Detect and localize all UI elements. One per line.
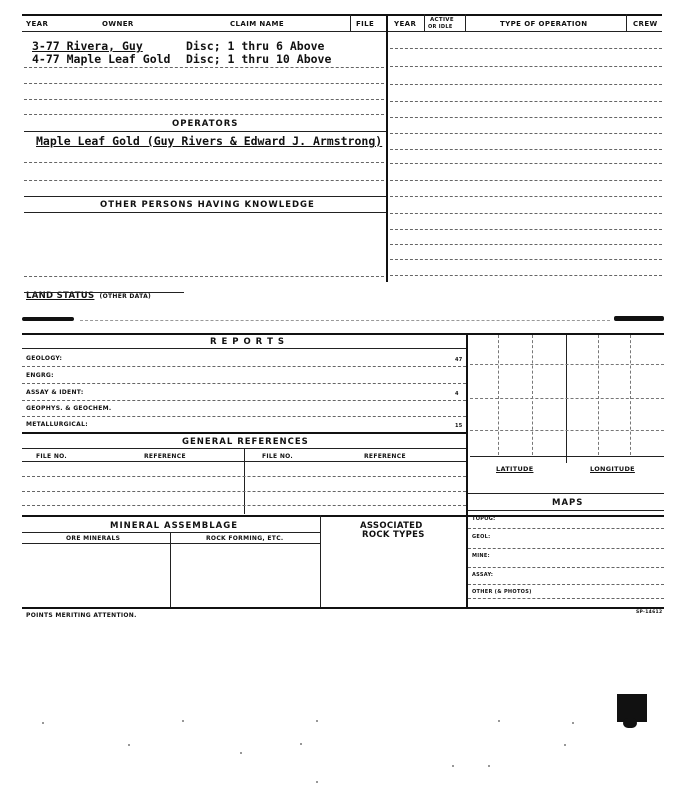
band-line <box>80 320 610 321</box>
claim-row-claim: Disc; 1 thru 6 Above <box>186 39 325 53</box>
ref-line <box>22 491 466 492</box>
report-geology-label: GEOLOGY: <box>26 355 63 362</box>
map-mine: MINE: <box>472 553 490 559</box>
header-active-top: ACTIVE <box>430 17 454 23</box>
ruled-line-right <box>390 66 662 67</box>
ruled-line <box>24 276 384 277</box>
ruled-line <box>24 83 384 84</box>
maps-title: MAPS <box>552 498 584 508</box>
mineral-col-divider-2 <box>320 515 321 607</box>
grid-line <box>470 364 664 365</box>
ruled-line-right <box>390 244 662 245</box>
grid-line <box>498 335 499 455</box>
mineral-header-rule <box>22 543 320 544</box>
report-assay-num: 4 <box>455 391 459 397</box>
general-references-title: GENERAL REFERENCES <box>182 437 309 447</box>
form-number: SP-14612 <box>636 610 663 615</box>
report-geology-num: 47 <box>455 357 463 363</box>
ruled-line-right <box>390 275 662 276</box>
mineral-col-divider <box>170 532 171 607</box>
ruled-line-right <box>390 213 662 214</box>
scan-speck <box>316 720 318 722</box>
ref-line <box>22 476 466 477</box>
header-crew: CREW <box>633 20 658 28</box>
grid-line <box>532 335 533 455</box>
header-active-bottom: OR IDLE <box>428 24 453 30</box>
report-line <box>22 416 466 417</box>
ruled-line <box>24 99 384 100</box>
scan-mark-left <box>22 317 74 321</box>
map-geol: GEOL: <box>472 534 491 540</box>
grid-line <box>470 430 664 431</box>
grid-line <box>630 335 631 455</box>
divider-file <box>350 14 351 32</box>
divider-crew <box>626 14 627 32</box>
ruled-line-right <box>390 259 662 260</box>
map-line <box>468 567 664 568</box>
claim-row-owner: 3-77 Rivera, Guy <box>32 39 143 53</box>
reports-right-border <box>466 333 468 515</box>
map-line <box>468 584 664 585</box>
header-type-of-operation: TYPE OF OPERATION <box>500 20 588 28</box>
operators-title: OPERATORS <box>172 119 239 129</box>
scan-corner-mark <box>623 718 637 728</box>
ruled-line-right <box>390 84 662 85</box>
scan-speck <box>498 720 500 722</box>
report-line <box>22 383 466 384</box>
latitude-label: LATITUDE <box>496 465 534 473</box>
claim-row-claim: Disc; 1 thru 10 Above <box>186 52 332 66</box>
header-file: FILE <box>356 20 375 28</box>
bottom-form-rule <box>22 607 664 609</box>
ref-reference-2: REFERENCE <box>364 453 406 460</box>
ruled-line-right <box>390 117 662 118</box>
rock-forming-label: ROCK FORMING, ETC. <box>206 535 284 542</box>
ruled-line-right <box>390 229 662 230</box>
other-persons-rule <box>24 212 386 213</box>
map-other: OTHER (& PHOTOS) <box>472 589 532 595</box>
land-status-title: LAND STATUS <box>26 291 95 301</box>
grid-line <box>470 398 664 399</box>
scan-speck <box>240 752 242 754</box>
ruled-line-right <box>390 180 662 181</box>
header-owner: OWNER <box>102 20 134 28</box>
map-line <box>468 548 664 549</box>
longitude-label: LONGITUDE <box>590 465 635 473</box>
report-line <box>22 400 466 401</box>
land-status-rule <box>24 292 184 293</box>
ruled-line-right <box>390 133 662 134</box>
operators-rule <box>24 131 386 132</box>
ruled-line-right <box>390 101 662 102</box>
maps-left-border <box>466 515 468 607</box>
ruled-line <box>24 162 384 163</box>
reports-title: R E P O R T S <box>210 337 286 347</box>
grid-line <box>470 456 664 457</box>
ref-file-no-1: FILE NO. <box>36 453 68 460</box>
report-metallurgical-num: 15 <box>455 423 463 429</box>
associated-bottom: ROCK TYPES <box>362 530 425 540</box>
ref-line <box>22 505 466 506</box>
scan-speck <box>564 744 566 746</box>
scan-speck <box>300 743 302 745</box>
land-status-sub: (OTHER DATA) <box>99 293 152 300</box>
report-metallurgical-label: METALLURGICAL: <box>26 421 88 428</box>
divider-type <box>465 14 466 32</box>
ref-reference-1: REFERENCE <box>144 453 186 460</box>
ref-bottom-rule <box>22 515 664 517</box>
scan-speck <box>572 722 574 724</box>
operators-value: Maple Leaf Gold (Guy Rivers & Edward J. Armstrong) <box>36 134 383 148</box>
scan-speck <box>452 765 454 767</box>
ruled-line-right <box>390 149 662 150</box>
section-divider <box>22 333 664 335</box>
divider-left-right <box>386 14 388 282</box>
map-line <box>468 528 664 529</box>
associated-top: ASSOCIATED <box>360 521 423 531</box>
header-claim-name: CLAIM NAME <box>230 20 285 28</box>
header-year: YEAR <box>26 20 49 28</box>
scan-speck <box>182 720 184 722</box>
ruled-line <box>24 114 384 115</box>
reports-bottom-rule <box>22 432 466 434</box>
scan-speck <box>488 765 490 767</box>
ruled-line-right <box>390 48 662 49</box>
maps-rule <box>468 510 664 511</box>
other-persons-title: OTHER PERSONS HAVING KNOWLEDGE <box>100 200 315 210</box>
report-geophys-label: GEOPHYS. & GEOCHEM. <box>26 405 112 412</box>
grid-line <box>598 335 599 455</box>
scan-speck <box>316 781 318 783</box>
report-assay-label: ASSAY & IDENT: <box>26 389 84 396</box>
header-underline <box>22 31 662 32</box>
map-line <box>468 598 664 599</box>
divider-active <box>424 14 425 32</box>
points-meriting-attention: POINTS MERITING ATTENTION. <box>26 612 137 619</box>
header-year-2: YEAR <box>394 20 417 28</box>
scan-speck <box>128 744 130 746</box>
location-rule <box>468 493 664 494</box>
map-topog: TOPOG: <box>472 516 496 522</box>
map-assay: ASSAY: <box>472 572 494 578</box>
ref-file-no-2: FILE NO. <box>262 453 294 460</box>
mineral-assemblage-title: MINERAL ASSEMBLAGE <box>110 521 239 531</box>
ruled-line <box>24 196 386 197</box>
ruled-line <box>24 67 384 68</box>
mineral-rule <box>22 532 320 533</box>
ore-minerals-label: ORE MINERALS <box>66 535 121 542</box>
report-line <box>22 366 466 367</box>
claim-row-owner: 4-77 Maple Leaf Gold <box>32 52 171 66</box>
top-border <box>22 14 662 16</box>
reports-rule <box>22 348 466 349</box>
report-engrg-label: ENGRG: <box>26 372 54 379</box>
scan-mark-right <box>614 316 664 321</box>
scan-speck <box>42 722 44 724</box>
ruled-line <box>24 180 384 181</box>
grid-line <box>566 335 567 463</box>
ruled-line-right <box>390 196 662 197</box>
ruled-line-right <box>390 163 662 164</box>
